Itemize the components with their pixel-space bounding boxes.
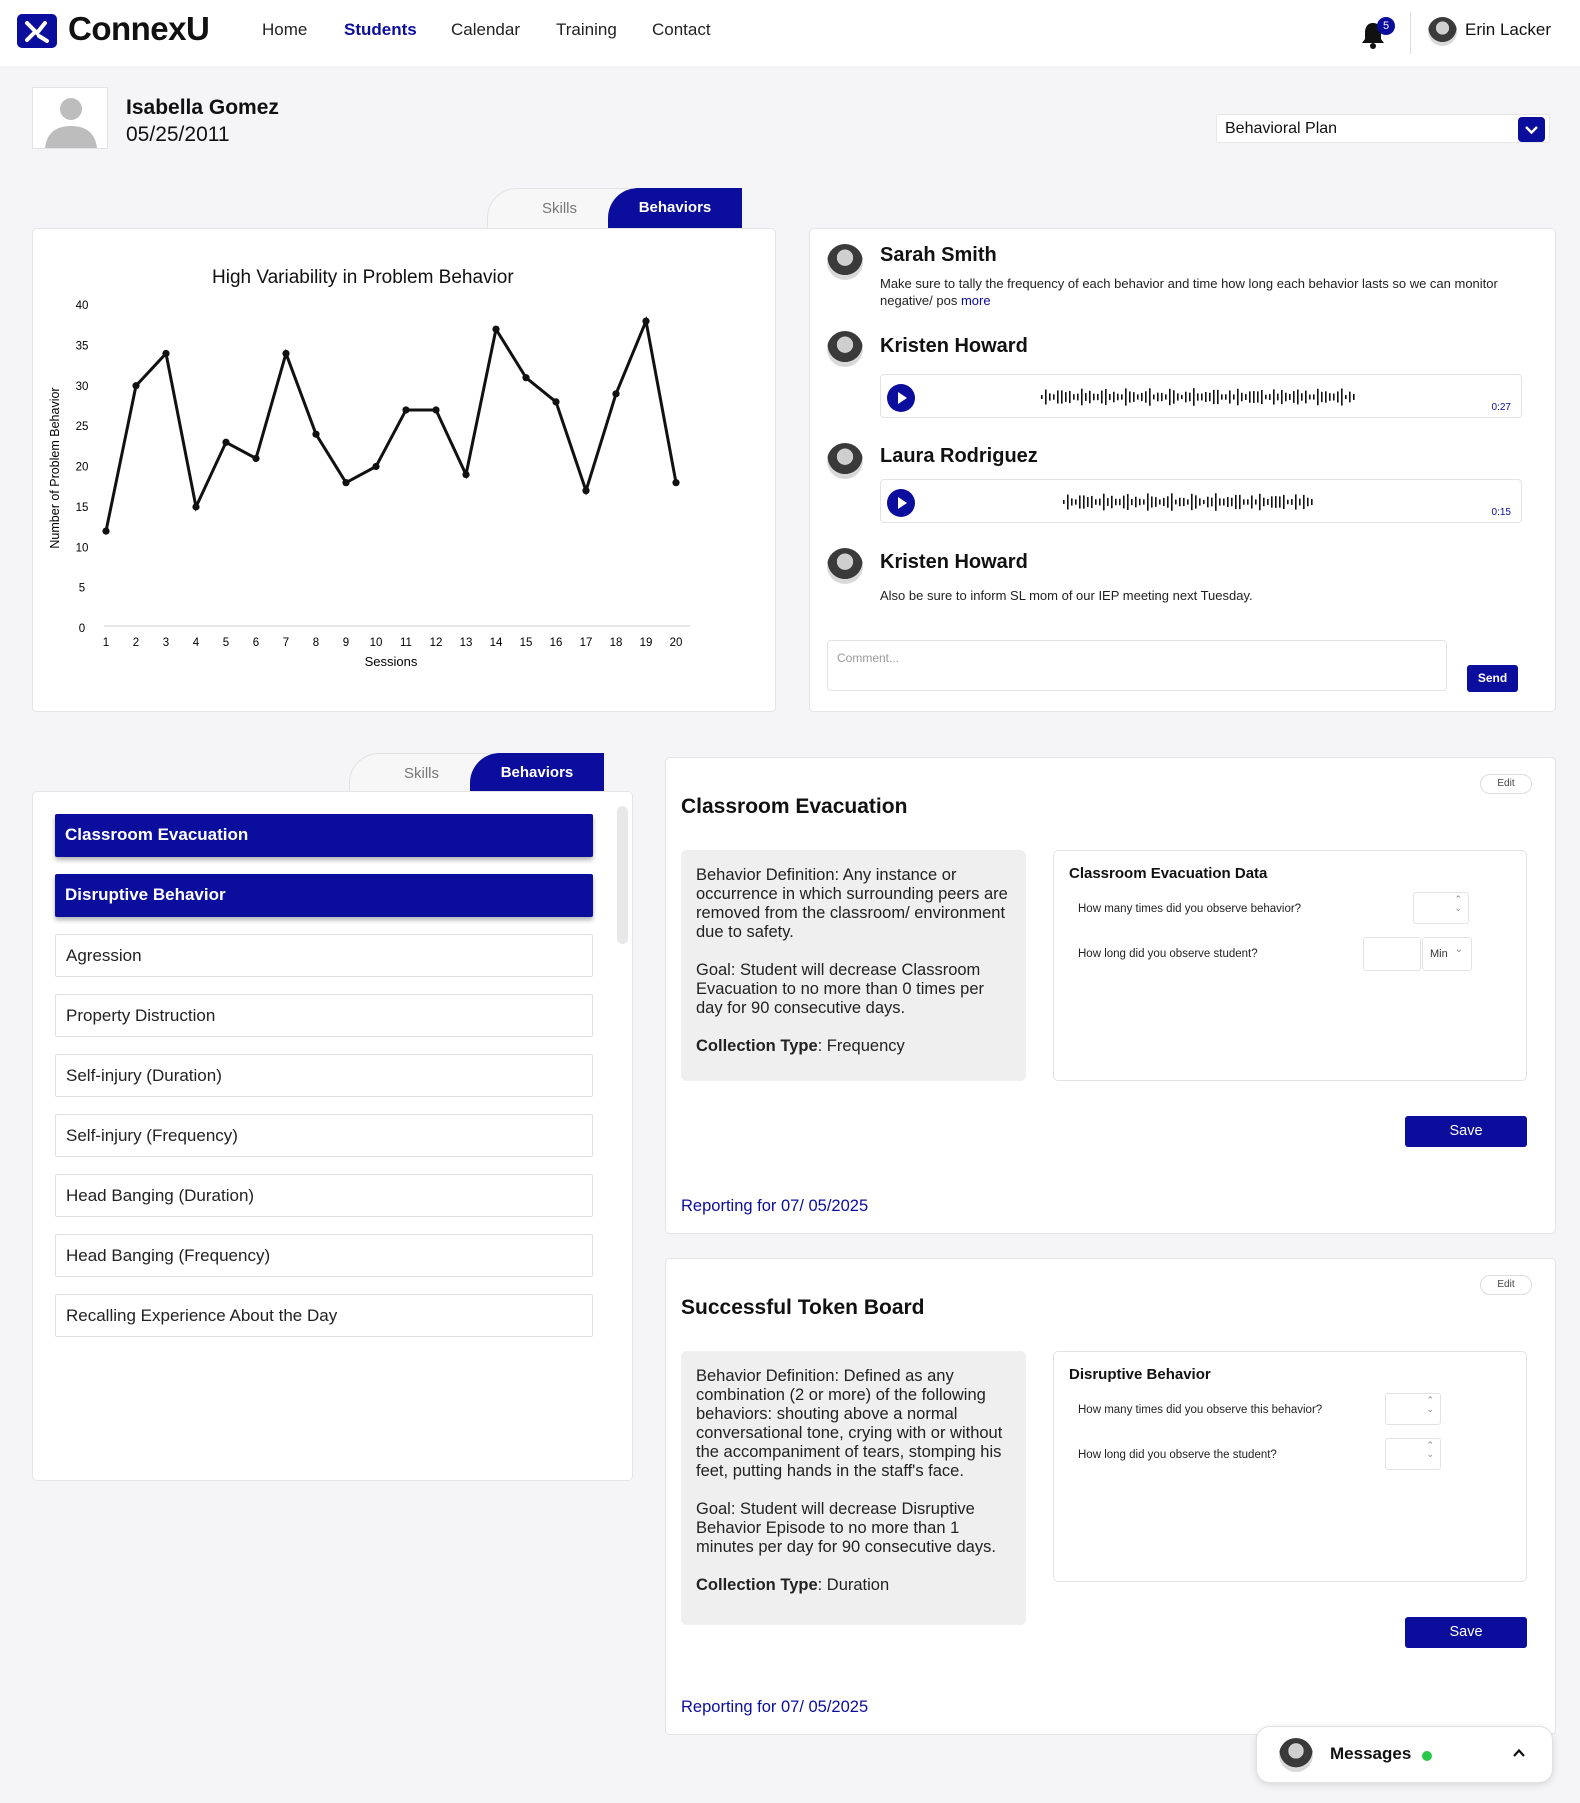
data-point <box>612 390 619 397</box>
comment-author: Laura Rodriguez <box>880 445 1038 467</box>
student-name: Isabella Gomez <box>126 96 279 119</box>
waveform-bar <box>1081 389 1083 406</box>
waveform-bar <box>1283 495 1285 509</box>
waveform-bar <box>1309 395 1311 400</box>
waveform-bar <box>1249 391 1251 402</box>
nav-calendar[interactable]: Calendar <box>451 20 520 39</box>
waveform-bar <box>1229 390 1231 403</box>
x-tick-label: 12 <box>429 637 443 649</box>
waveform-bar <box>1067 495 1069 510</box>
audio-duration: 0:27 <box>1491 402 1511 413</box>
waveform-bar <box>1199 498 1201 505</box>
comment-text: Also be sure to inform SL mom of our IEP meeting next Tuesday. <box>880 588 1253 603</box>
waveform-bar <box>1071 498 1073 505</box>
behavior-item[interactable]: Self-injury (Duration) <box>55 1054 593 1097</box>
waveform-bar <box>1117 394 1119 401</box>
behavior-item[interactable]: Property Distruction <box>55 994 593 1037</box>
waveform-bar <box>1197 393 1199 400</box>
waveform-bar <box>1247 499 1249 504</box>
more-link[interactable]: more <box>960 293 991 308</box>
waveform-bar <box>1173 390 1175 403</box>
tab-behaviors-list[interactable]: Behaviors <box>470 753 604 793</box>
x-tick-label: 15 <box>519 637 533 649</box>
waveform-bar <box>1063 500 1065 504</box>
tab-skills-chart[interactable]: Skills <box>487 188 632 228</box>
waveform-bar <box>1085 393 1087 401</box>
data-point <box>432 406 439 413</box>
behavior-item[interactable]: Agression <box>55 934 593 977</box>
waveform-bar <box>1299 499 1301 506</box>
data-point <box>402 406 409 413</box>
waveform-bar <box>1289 394 1291 400</box>
waveform-bar <box>1203 500 1205 504</box>
waveform-bar <box>1263 498 1265 506</box>
send-button[interactable]: Send <box>1467 665 1518 692</box>
behavior-item[interactable]: Disruptive Behavior <box>55 874 593 917</box>
waveform-bar <box>1161 393 1163 401</box>
behavior-item[interactable]: Self-injury (Frequency) <box>55 1114 593 1157</box>
behavior-goal: Goal: Student will decrease Classroom Evacuation to no more than 0 times per day for 90 consecutive days. <box>696 961 984 1017</box>
x-tick-label: 3 <box>162 637 170 649</box>
behavior-item[interactable]: Recalling Experience About the Day <box>55 1294 593 1337</box>
collection-type-value: : Frequency <box>817 1037 905 1055</box>
plan-select[interactable] <box>1216 114 1550 143</box>
waveform-bar <box>1083 495 1085 508</box>
x-tick-label: 13 <box>459 637 473 649</box>
user-avatar[interactable] <box>1428 17 1457 46</box>
waveform-bar <box>1141 393 1143 401</box>
data-entry-box <box>1053 850 1527 1081</box>
waveform-bar <box>1201 394 1203 401</box>
comment-author: Sarah Smith <box>880 244 997 266</box>
waveform-bar <box>1301 393 1303 400</box>
waveform-bar <box>1341 388 1343 405</box>
waveform-bar <box>1167 496 1169 507</box>
waveform-bar <box>1171 493 1173 510</box>
waveform-bar <box>1185 392 1187 403</box>
y-tick-label: 30 <box>75 380 89 393</box>
data-point <box>552 398 559 405</box>
audio-duration: 0:15 <box>1491 507 1511 518</box>
waveform-bar <box>1349 392 1351 403</box>
waveform-bar <box>1087 497 1089 507</box>
messages-avatar <box>1279 1738 1313 1772</box>
comment-text <box>880 275 1520 309</box>
x-tick-label: 2 <box>132 637 140 649</box>
comment-author: Kristen Howard <box>880 551 1028 573</box>
waveform-bar <box>1245 394 1247 400</box>
comment-avatar-kristen <box>827 331 863 367</box>
logo-icon[interactable] <box>17 14 57 48</box>
waveform-bar <box>1145 391 1147 402</box>
waveform-bar <box>1129 391 1131 402</box>
waveform-bar <box>1253 391 1255 403</box>
waveform-bar <box>1123 496 1125 509</box>
waveform-icon <box>1041 387 1361 407</box>
waveform-bar <box>1155 497 1157 507</box>
waveform-bar <box>1273 389 1275 404</box>
data-point <box>642 318 649 325</box>
waveform-bar <box>1307 498 1309 507</box>
y-axis-label: Number of Problem Behavior <box>48 387 62 549</box>
waveform-bar <box>1223 499 1225 506</box>
waveform-bar <box>1333 394 1335 401</box>
data-point <box>132 382 139 389</box>
waveform-bar <box>1137 394 1139 399</box>
data-point <box>492 326 499 333</box>
x-tick-label: 11 <box>400 637 412 649</box>
waveform-bar <box>1295 494 1297 509</box>
x-tick-label: 17 <box>579 637 593 649</box>
waveform-bar <box>1157 393 1159 402</box>
waveform-bar <box>1285 393 1287 402</box>
waveform-bar <box>1135 497 1137 508</box>
waveform-bar <box>1099 499 1101 506</box>
comment-body: Make sure to tally the frequency of each behavior and time how long each behavior lasts so we can monitor negative/ pos <box>880 276 1498 308</box>
waveform-bar <box>1215 493 1217 511</box>
edit-button[interactable]: Edit <box>1480 774 1532 794</box>
waveform-bar <box>1057 390 1059 403</box>
waveform-bar <box>1241 393 1243 401</box>
waveform-bar <box>1119 499 1121 505</box>
waveform-bar <box>1133 392 1135 402</box>
data-point <box>342 479 349 486</box>
waveform-bar <box>1321 392 1323 402</box>
data-point <box>222 439 229 446</box>
waveform-bar <box>1275 496 1277 508</box>
waveform-bar <box>1213 390 1215 404</box>
y-tick-label: 10 <box>75 542 89 555</box>
waveform-bar <box>1111 496 1113 508</box>
detail-title: Classroom Evacuation <box>681 795 908 818</box>
y-tick-label: 20 <box>75 461 89 474</box>
waveform-bar <box>1103 494 1105 511</box>
waveform-bar <box>1097 394 1099 400</box>
collection-type-value: : Duration <box>817 1576 890 1594</box>
audio-message[interactable] <box>880 374 1522 418</box>
waveform-bar <box>1317 389 1319 405</box>
waveform-bar <box>1113 392 1115 403</box>
x-tick-label: 16 <box>549 637 563 649</box>
y-tick-label: 0 <box>78 623 86 635</box>
waveform-bar <box>1221 394 1223 399</box>
waveform-bar <box>1293 391 1295 403</box>
waveform-bar <box>1053 394 1055 399</box>
waveform-bar <box>1175 500 1177 505</box>
waveform-bar <box>1219 498 1221 505</box>
waveform-bar <box>1305 391 1307 404</box>
waveform-bar <box>1337 391 1339 402</box>
save-button[interactable]: Save <box>1405 1116 1527 1147</box>
waveform-bar <box>1311 499 1313 505</box>
collection-type <box>696 1037 1011 1056</box>
waveform-bar <box>1281 390 1283 404</box>
waveform-bar <box>1353 394 1355 400</box>
collection-type <box>696 1576 1011 1595</box>
x-tick-label: 14 <box>489 637 503 649</box>
behavior-goal: Goal: Student will decrease Disruptive Behavior Episode to no more than 1 minutes per day for 90 consecutive days. <box>696 1500 996 1556</box>
user-name[interactable]: Erin Lacker <box>1465 20 1551 39</box>
messages-label: Messages <box>1330 1744 1412 1763</box>
y-tick-label: 35 <box>75 340 89 353</box>
data-box-title: Disruptive Behavior <box>1069 1366 1211 1383</box>
waveform-bar <box>1235 495 1237 509</box>
tab-behaviors-chart[interactable]: Behaviors <box>608 188 742 228</box>
waveform-bar <box>1177 393 1179 400</box>
chevron-down-icon[interactable] <box>1518 117 1545 142</box>
waveform-bar <box>1325 391 1327 402</box>
x-tick-label: 9 <box>342 637 350 649</box>
waveform-bar <box>1345 395 1347 399</box>
x-tick-label: 7 <box>282 637 290 649</box>
x-tick-label: 18 <box>609 637 623 649</box>
waveform-bar <box>1143 499 1145 504</box>
waveform-bar <box>1069 391 1071 403</box>
reporting-date: Reporting for 07/ 05/2025 <box>681 1197 869 1215</box>
data-point <box>582 487 589 494</box>
waveform-bar <box>1179 498 1181 507</box>
waveform-bar <box>1205 392 1207 402</box>
tab-skills-list[interactable]: Skills <box>349 753 494 793</box>
waveform-bar <box>1251 495 1253 508</box>
waveform-bar <box>1101 391 1103 404</box>
waveform-bar <box>1049 393 1051 400</box>
waveform-bar <box>1269 394 1271 400</box>
plan-select-value: Behavioral Plan <box>1225 120 1338 137</box>
comment-avatar-kristen <box>827 548 863 584</box>
waveform-bar <box>1091 496 1093 508</box>
comment-input[interactable] <box>827 640 1447 691</box>
edit-button[interactable]: Edit <box>1480 1275 1532 1295</box>
data-point <box>462 471 469 478</box>
duration-unit-select[interactable]: Min ⌄ <box>1422 937 1472 971</box>
waveform-bar <box>1329 393 1331 401</box>
waveform-bar <box>1105 389 1107 405</box>
series-line <box>106 321 676 531</box>
waveform-bar <box>1139 499 1141 506</box>
online-status-icon <box>1422 1751 1432 1761</box>
waveform-bar <box>1041 395 1043 399</box>
definition-box <box>681 850 1026 1081</box>
duration-question: How long did you observe student? <box>1078 948 1258 960</box>
waveform-icon <box>1063 492 1319 512</box>
x-tick-label: 4 <box>192 637 200 649</box>
waveform-bar <box>1291 499 1293 505</box>
definition-box <box>681 1351 1026 1625</box>
x-tick-label: 1 <box>102 637 110 649</box>
frequency-question: How many times did you observe behavior? <box>1078 903 1302 915</box>
nav-training[interactable]: Training <box>556 20 617 39</box>
comment-placeholder: Comment... <box>837 651 900 665</box>
waveform-bar <box>1287 500 1289 505</box>
waveform-bar <box>1297 390 1299 405</box>
collection-type-label: Collection Type <box>696 1037 818 1055</box>
waveform-bar <box>1061 390 1063 403</box>
waveform-bar <box>1227 497 1229 507</box>
messages-bar[interactable] <box>1256 1726 1553 1783</box>
y-tick-label: 5 <box>78 582 86 595</box>
waveform-bar <box>1125 388 1127 405</box>
waveform-bar <box>1073 394 1075 400</box>
x-tick-label: 6 <box>252 637 260 649</box>
waveform-bar <box>1243 499 1245 504</box>
nav-students[interactable]: Students <box>344 20 417 39</box>
behavior-item[interactable]: Classroom Evacuation <box>55 814 593 857</box>
data-point <box>102 528 109 535</box>
data-entry-box <box>1053 1351 1527 1582</box>
waveform-bar <box>1237 389 1239 405</box>
waveform-bar <box>1195 495 1197 508</box>
save-button[interactable]: Save <box>1405 1617 1527 1648</box>
play-icon[interactable] <box>887 489 915 517</box>
chart-title: High Variability in Problem Behavior <box>212 267 514 288</box>
behavior-item[interactable]: Head Banging (Frequency) <box>55 1234 593 1277</box>
data-point <box>252 455 259 462</box>
data-point <box>282 350 289 357</box>
waveform-bar <box>1163 498 1165 506</box>
data-point <box>312 431 319 438</box>
waveform-bar <box>1303 495 1305 509</box>
waveform-bar <box>1169 389 1171 405</box>
waveform-bar <box>1153 395 1155 400</box>
waveform-bar <box>1257 391 1259 402</box>
waveform-bar <box>1191 494 1193 510</box>
waveform-bar <box>1079 495 1081 508</box>
data-box-title: Classroom Evacuation Data <box>1069 865 1268 882</box>
notification-count-badge: 5 <box>1377 17 1395 35</box>
data-point <box>192 503 199 510</box>
data-point <box>372 463 379 470</box>
waveform-bar <box>1109 394 1111 400</box>
data-point <box>522 374 529 381</box>
top-navigation-bar <box>0 0 1580 66</box>
logo-text[interactable]: ConnexU <box>68 10 210 47</box>
waveform-bar <box>1187 499 1189 504</box>
data-point <box>162 350 169 357</box>
x-axis-label: Sessions <box>364 654 418 669</box>
nav-contact[interactable]: Contact <box>652 20 711 39</box>
waveform-bar <box>1217 390 1219 404</box>
waveform-bar <box>1261 390 1263 404</box>
waveform-bar <box>1211 498 1213 507</box>
waveform-bar <box>1075 499 1077 504</box>
waveform-bar <box>1159 499 1161 504</box>
waveform-bar <box>1065 392 1067 402</box>
scrollbar[interactable] <box>617 806 628 944</box>
x-tick-label: 8 <box>312 637 320 649</box>
waveform-bar <box>1121 394 1123 399</box>
waveform-bar <box>1149 388 1151 405</box>
waveform-bar <box>1267 499 1269 505</box>
line-chart <box>32 228 776 712</box>
comment-author: Kristen Howard <box>880 335 1028 357</box>
waveform-bar <box>1313 394 1315 399</box>
waveform-bar <box>1183 498 1185 506</box>
waveform-bar <box>1239 495 1241 509</box>
collection-type-label: Collection Type <box>696 1576 818 1594</box>
data-point <box>672 479 679 486</box>
x-tick-label: 5 <box>222 637 230 649</box>
x-tick-label: 19 <box>639 637 653 649</box>
waveform-bar <box>1045 390 1047 405</box>
audio-message[interactable] <box>880 479 1522 523</box>
nav-home[interactable]: Home <box>262 20 308 39</box>
waveform-bar <box>1231 498 1233 506</box>
waveform-bar <box>1265 395 1267 400</box>
waveform-bar <box>1115 499 1117 506</box>
frequency-stepper[interactable] <box>1413 892 1469 924</box>
x-tick-label: 10 <box>369 637 383 649</box>
waveform-bar <box>1107 498 1109 506</box>
header-divider <box>1410 12 1411 54</box>
waveform-bar <box>1151 496 1153 507</box>
waveform-bar <box>1181 395 1183 399</box>
y-tick-label: 25 <box>75 421 89 434</box>
detail-title: Successful Token Board <box>681 1296 925 1319</box>
waveform-bar <box>1093 394 1095 401</box>
waveform-bar <box>1147 493 1149 510</box>
waveform-bar <box>1209 393 1211 401</box>
comment-avatar-sarah <box>827 244 863 280</box>
waveform-bar <box>1095 499 1097 505</box>
waveform-bar <box>1259 494 1261 510</box>
waveform-bar <box>1131 499 1133 505</box>
play-icon[interactable] <box>887 384 915 412</box>
waveform-bar <box>1089 391 1091 403</box>
y-tick-label: 40 <box>75 300 89 312</box>
x-tick-label: 20 <box>669 637 683 649</box>
frequency-stepper[interactable] <box>1385 1393 1441 1425</box>
waveform-bar <box>1233 394 1235 399</box>
waveform-bar <box>1207 497 1209 508</box>
waveform-bar <box>1077 394 1079 401</box>
waveform-bar <box>1189 393 1191 402</box>
behavior-definition: Behavior Definition: Any instance or occurrence in which surrounding peers are removed from the classroom/ environment due to safety. <box>696 866 1008 941</box>
waveform-bar <box>1127 494 1129 510</box>
waveform-bar <box>1193 388 1195 406</box>
reporting-date: Reporting for 07/ 05/2025 <box>681 1698 869 1716</box>
duration-stepper[interactable] <box>1385 1438 1441 1470</box>
comment-avatar-laura <box>827 443 863 479</box>
behavior-definition: Behavior Definition: Defined as any combination (2 or more) of the following behaviors: shouting above a normal conversational tone, crying with or without the accompaniment of tears, stomping his feet, putting hands in the staff's face. <box>696 1367 1003 1480</box>
duration-input[interactable] <box>1363 937 1421 971</box>
waveform-bar <box>1277 394 1279 401</box>
student-photo <box>32 87 108 149</box>
frequency-question: How many times did you observe this behavior? <box>1078 1404 1323 1416</box>
y-tick-label: 15 <box>75 501 89 514</box>
waveform-bar <box>1255 499 1257 504</box>
duration-question: How long did you observe the student? <box>1078 1449 1277 1461</box>
chevron-up-icon[interactable] <box>1513 1747 1525 1759</box>
waveform-bar <box>1225 394 1227 399</box>
waveform-bar <box>1279 496 1281 507</box>
waveform-bar <box>1271 496 1273 507</box>
waveform-bar <box>1165 394 1167 399</box>
student-dob: 05/25/2011 <box>126 123 230 146</box>
behavior-item[interactable]: Head Banging (Duration) <box>55 1174 593 1217</box>
